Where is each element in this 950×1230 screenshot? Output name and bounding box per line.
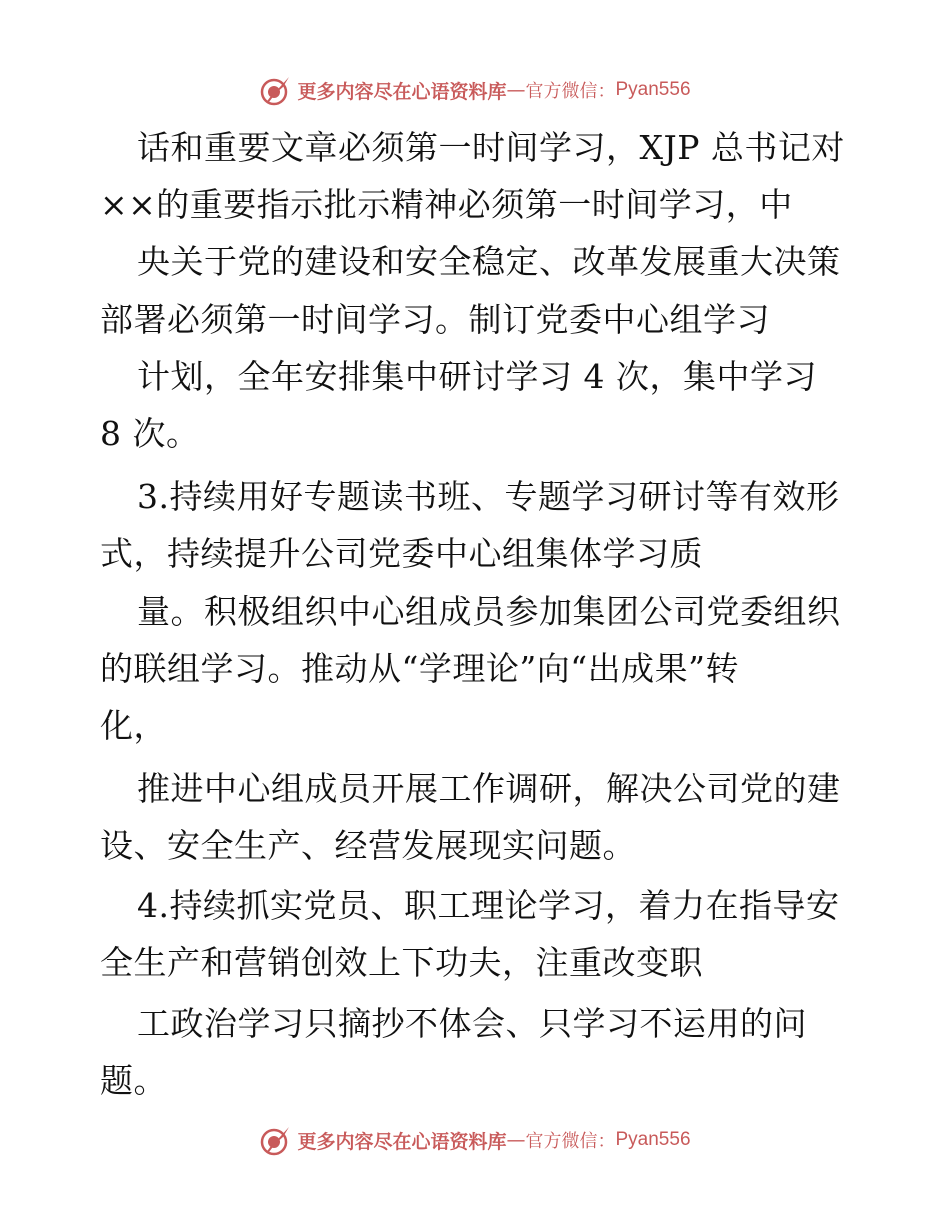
body-line: 4.持续抓实党员、职工理论学习，着力在指导安 bbox=[137, 886, 840, 925]
body-line: 推进中心组成员开展工作调研，解决公司党的建 bbox=[137, 769, 841, 808]
watermark-header bbox=[0, 70, 950, 110]
watermark-wechat-id: Pyan556 bbox=[615, 79, 691, 100]
body-line: ××的重要指示批示精神必须第一时间学习，中 bbox=[100, 185, 793, 224]
watermark-separator: — bbox=[506, 1129, 526, 1151]
body-line: 计划，全年安排集中研讨学习 4 次，集中学习 bbox=[137, 357, 817, 396]
body-line: 的联组学习。推动从“学理论”向“出成果”转 bbox=[100, 649, 739, 688]
body-line: 话和重要文章必须第一时间学习，XJP 总书记对 bbox=[137, 128, 845, 167]
watermark-main-text: 更多内容尽在心语资料库 bbox=[297, 80, 507, 103]
body-line: 央关于党的建设和安全稳定、改革发展重大决策 bbox=[137, 242, 841, 281]
feather-logo-icon bbox=[259, 1123, 293, 1157]
body-line: 化， bbox=[100, 706, 167, 745]
body-line: 工政治学习只摘抄不体会、只学习不运用的问 bbox=[137, 1004, 807, 1043]
body-line: 设、安全生产、经营发展现实问题。 bbox=[100, 826, 636, 865]
watermark-footer bbox=[0, 1120, 950, 1160]
body-line: 全生产和营销创效上下功夫，注重改变职 bbox=[100, 943, 703, 982]
watermark-separator: — bbox=[506, 79, 526, 101]
body-line: 式，持续提升公司党委中心组集体学习质 bbox=[100, 534, 703, 573]
watermark-wechat-id: Pyan556 bbox=[615, 1129, 691, 1150]
watermark-sub-text: 官方微信： bbox=[525, 81, 616, 102]
body-line: 3.持续用好专题读书班、专题学习研讨等有效形 bbox=[137, 477, 840, 516]
body-line: 量。积极组织中心组成员参加集团公司党委组织 bbox=[137, 592, 841, 631]
watermark-main-text: 更多内容尽在心语资料库 bbox=[297, 1130, 507, 1153]
body-line: 题。 bbox=[100, 1061, 167, 1100]
body-line: 部署必须第一时间学习。制订党委中心组学习 bbox=[100, 300, 770, 339]
watermark-sub-text: 官方微信： bbox=[525, 1131, 616, 1152]
feather-logo-icon bbox=[259, 73, 293, 107]
body-line: 8 次。 bbox=[100, 414, 200, 453]
